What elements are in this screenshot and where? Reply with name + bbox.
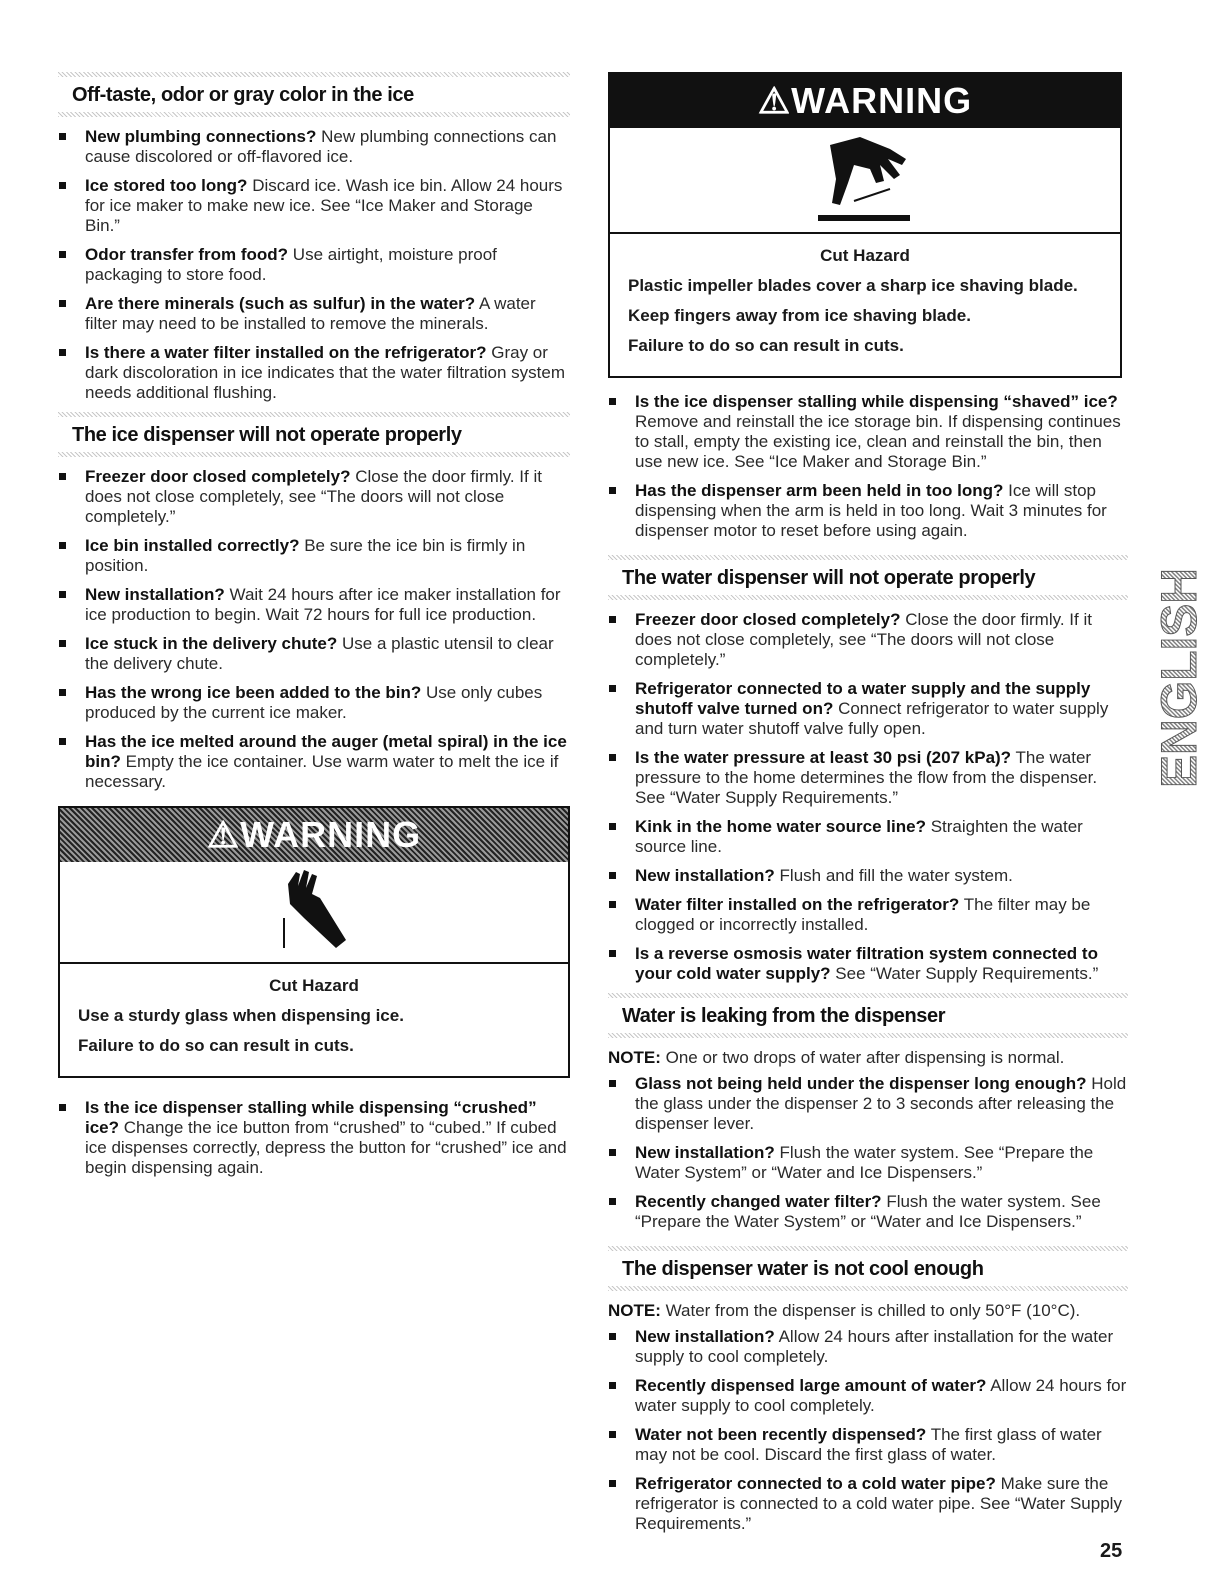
list-item (608, 866, 1128, 886)
item-answer: Use airtight, moisture proof packaging to store food. (85, 245, 497, 284)
warning-line: Use a sturdy glass when dispensing ice. (78, 1006, 404, 1025)
list-item (608, 1474, 1128, 1534)
item-answer: Flush the water system. See “Prepare the Water System” or “Water and Ice Dispensers.” (635, 1192, 1101, 1231)
list-item (608, 817, 1128, 857)
note (608, 1301, 1128, 1321)
section-header-ice-dispenser (58, 412, 570, 457)
note-label: NOTE: (608, 1048, 661, 1067)
right-column (608, 72, 1128, 1543)
section-title: Off-taste, odor or gray color in the ice (72, 84, 414, 106)
section-title: The dispenser water is not cool enough (622, 1258, 984, 1280)
warning-banner: ⚠WARNING (610, 74, 1120, 128)
shaved-ice-list (608, 392, 1128, 541)
list-item (608, 1143, 1128, 1183)
section-title: Water is leaking from the dispenser (622, 1005, 946, 1027)
note-text: One or two drops of water after dispensing is normal. (665, 1048, 1065, 1067)
english-side-tab (1150, 566, 1208, 788)
item-question: Refrigerator connected to a water supply and the supply shutoff valve turned on? (635, 679, 1091, 718)
list-item (58, 634, 570, 674)
warning-box-shaved (608, 72, 1122, 378)
ice-dispenser-list (58, 467, 570, 792)
item-question: Is the water pressure at least 30 psi (207 kPa)? (635, 748, 1012, 767)
hand-cut-hazard-icon (60, 862, 568, 964)
section-header-leaking (608, 993, 1128, 1038)
list-item (608, 895, 1128, 935)
item-answer: Remove and reinstall the ice storage bin. If dispensing continues to stall, empty the existing ice, clean and reinstall the bin, then use new ice. See “Ice Maker and Storage Bin.” (635, 412, 1121, 471)
section-title: The ice dispenser will not operate properly (72, 424, 462, 446)
page-number: 25 (1100, 1540, 1123, 1562)
note-label: NOTE: (608, 1301, 661, 1320)
list-item (58, 585, 570, 625)
item-answer: A water filter may need to be installed to remove the minerals. (85, 294, 536, 333)
item-question: Refrigerator connected to a cold water pipe? (635, 1474, 996, 1493)
item-question: Freezer door closed completely? (85, 467, 351, 486)
item-answer: Allow 24 hours for water supply to cool completely. (635, 1376, 1127, 1415)
note-text: Water from the dispenser is chilled to only 50°F (10°C). (665, 1301, 1081, 1320)
list-item (58, 127, 570, 167)
item-answer: Flush the water system. See “Prepare the Water System” or “Water and Ice Dispensers.” (635, 1143, 1094, 1182)
item-question: Are there minerals (such as sulfur) in the water? (85, 294, 476, 313)
item-answer: Change the ice button from “crushed” to “cubed.” If cubed ice dispenses correctly, depress the button for “crushed” ice and begin dispensing again. (85, 1118, 567, 1177)
item-answer: Be sure the ice bin is firmly in position. (85, 536, 526, 575)
item-answer: Wait 24 hours after ice maker installation for ice production to begin. Wait 72 hours for full ice production. (85, 585, 561, 624)
leaking-list (608, 1074, 1128, 1232)
list-item (608, 481, 1128, 541)
item-question: Freezer door closed completely? (635, 610, 901, 629)
item-answer: Make sure the refrigerator is connected to a cold water pipe. See “Water Supply Requirements.” (635, 1474, 1122, 1533)
list-item (608, 748, 1128, 808)
not-cool-list (608, 1327, 1128, 1534)
item-answer: Connect refrigerator to water supply and turn water shutoff valve fully open. (635, 699, 1109, 738)
list-item (608, 1425, 1128, 1465)
item-answer: Close the door firmly. If it does not close completely, see “The doors will not close completely.” (85, 467, 542, 526)
item-answer: Use only cubes produced by the current ice maker. (85, 683, 543, 722)
item-question: Is the ice dispenser stalling while dispensing “shaved” ice? (635, 392, 1118, 411)
item-question: Kink in the home water source line? (635, 817, 926, 836)
note (608, 1048, 1128, 1068)
item-question: Recently changed water filter? (635, 1192, 882, 1211)
item-question: Is there a water filter installed on the refrigerator? (85, 343, 487, 362)
list-item (58, 294, 570, 334)
list-item (58, 245, 570, 285)
warning-line: Plastic impeller blades cover a sharp ice shaving blade. (628, 276, 1078, 295)
section-title: The water dispenser will not operate properly (622, 567, 1036, 589)
item-answer: Allow 24 hours after installation for the water supply to cool completely. (635, 1327, 1114, 1366)
list-item (58, 536, 570, 576)
item-answer: Ice will stop dispensing when the arm is held in too long. Wait 3 minutes for dispenser motor to reset before using again. (635, 481, 1107, 540)
item-question: Ice stuck in the delivery chute? (85, 634, 338, 653)
item-question: Water not been recently dispensed? (635, 1425, 927, 1444)
warning-body (610, 234, 1120, 376)
warning-line: Keep fingers away from ice shaving blade. (628, 306, 971, 325)
hazard-title: Cut Hazard (269, 976, 359, 995)
item-question: New installation? (635, 866, 775, 885)
item-question: Odor transfer from food? (85, 245, 289, 264)
list-item (608, 1192, 1128, 1232)
warning-line: Failure to do so can result in cuts. (78, 1036, 354, 1055)
hazard-title: Cut Hazard (820, 246, 910, 265)
item-answer: Gray or dark discoloration in ice indicates that the water filtration system needs additional flushing. (85, 343, 566, 402)
item-question: Has the wrong ice been added to the bin? (85, 683, 422, 702)
list-item (58, 683, 570, 723)
list-item (58, 343, 570, 403)
hand-blade-hazard-icon (610, 128, 1120, 234)
list-item (58, 467, 570, 527)
item-answer: The water pressure to the home determines the flow from the dispenser. See “Water Supply Requirements.” (635, 748, 1098, 807)
item-answer: The first glass of water may not be cool. Discard the first glass of water. (635, 1425, 1102, 1464)
water-dispenser-list (608, 610, 1128, 984)
item-answer: Hold the glass under the dispenser 2 to 3 seconds after releasing the dispenser lever. (635, 1074, 1127, 1133)
crushed-ice-list (58, 1098, 570, 1178)
item-question: Water filter installed on the refrigerator? (635, 895, 960, 914)
item-answer: Close the door firmly. If it does not close completely, see “The doors will not close completely.” (635, 610, 1092, 669)
item-answer: Use a plastic utensil to clear the delivery chute. (85, 634, 554, 673)
list-item (608, 944, 1128, 984)
item-answer: Flush and fill the water system. (779, 866, 1013, 885)
item-answer: Empty the ice container. Use warm water to melt the ice if necessary. (85, 752, 559, 791)
off-taste-list (58, 127, 570, 403)
warning-line: Failure to do so can result in cuts. (628, 336, 904, 355)
item-question: New installation? (635, 1143, 775, 1162)
item-question: Is the ice dispenser stalling while dispensing “crushed” ice? (85, 1098, 537, 1137)
list-item (608, 392, 1128, 472)
item-question: Recently dispensed large amount of water? (635, 1376, 987, 1395)
item-question: Has the dispenser arm been held in too long? (635, 481, 1004, 500)
item-question: New installation? (85, 585, 225, 604)
item-answer: See “Water Supply Requirements.” (835, 964, 1099, 983)
item-answer: Discard ice. Wash ice bin. Allow 24 hours for ice maker to make new ice. See “Ice Maker and Storage Bin.” (85, 176, 563, 235)
list-item (608, 679, 1128, 739)
warning-banner: ⚠WARNING (60, 808, 568, 862)
item-question: Ice stored too long? (85, 176, 248, 195)
item-question: New plumbing connections? (85, 127, 317, 146)
item-answer: Straighten the water source line. (635, 817, 1083, 856)
side-tab-text: ENGLISH (1151, 566, 1207, 788)
warning-body (60, 964, 568, 1076)
item-question: Is a reverse osmosis water filtration system connected to your cold water supply? (635, 944, 1098, 983)
item-question: Has the ice melted around the auger (metal spiral) in the ice bin? (85, 732, 567, 771)
list-item (608, 1327, 1128, 1367)
section-header-not-cool (608, 1246, 1128, 1291)
list-item (58, 1098, 570, 1178)
section-header-off-taste (58, 72, 570, 117)
item-answer: New plumbing connections can cause discolored or off-flavored ice. (85, 127, 557, 166)
item-question: Ice bin installed correctly? (85, 536, 300, 555)
item-answer: The filter may be clogged or incorrectly installed. (635, 895, 1091, 934)
left-column (58, 72, 570, 1187)
list-item (608, 610, 1128, 670)
list-item (608, 1376, 1128, 1416)
section-header-water-dispenser (608, 555, 1128, 600)
item-question: Glass not being held under the dispenser long enough? (635, 1074, 1087, 1093)
item-question: New installation? (635, 1327, 775, 1346)
list-item (58, 732, 570, 792)
warning-box-crushed (58, 806, 570, 1078)
list-item (608, 1074, 1128, 1134)
list-item (58, 176, 570, 236)
